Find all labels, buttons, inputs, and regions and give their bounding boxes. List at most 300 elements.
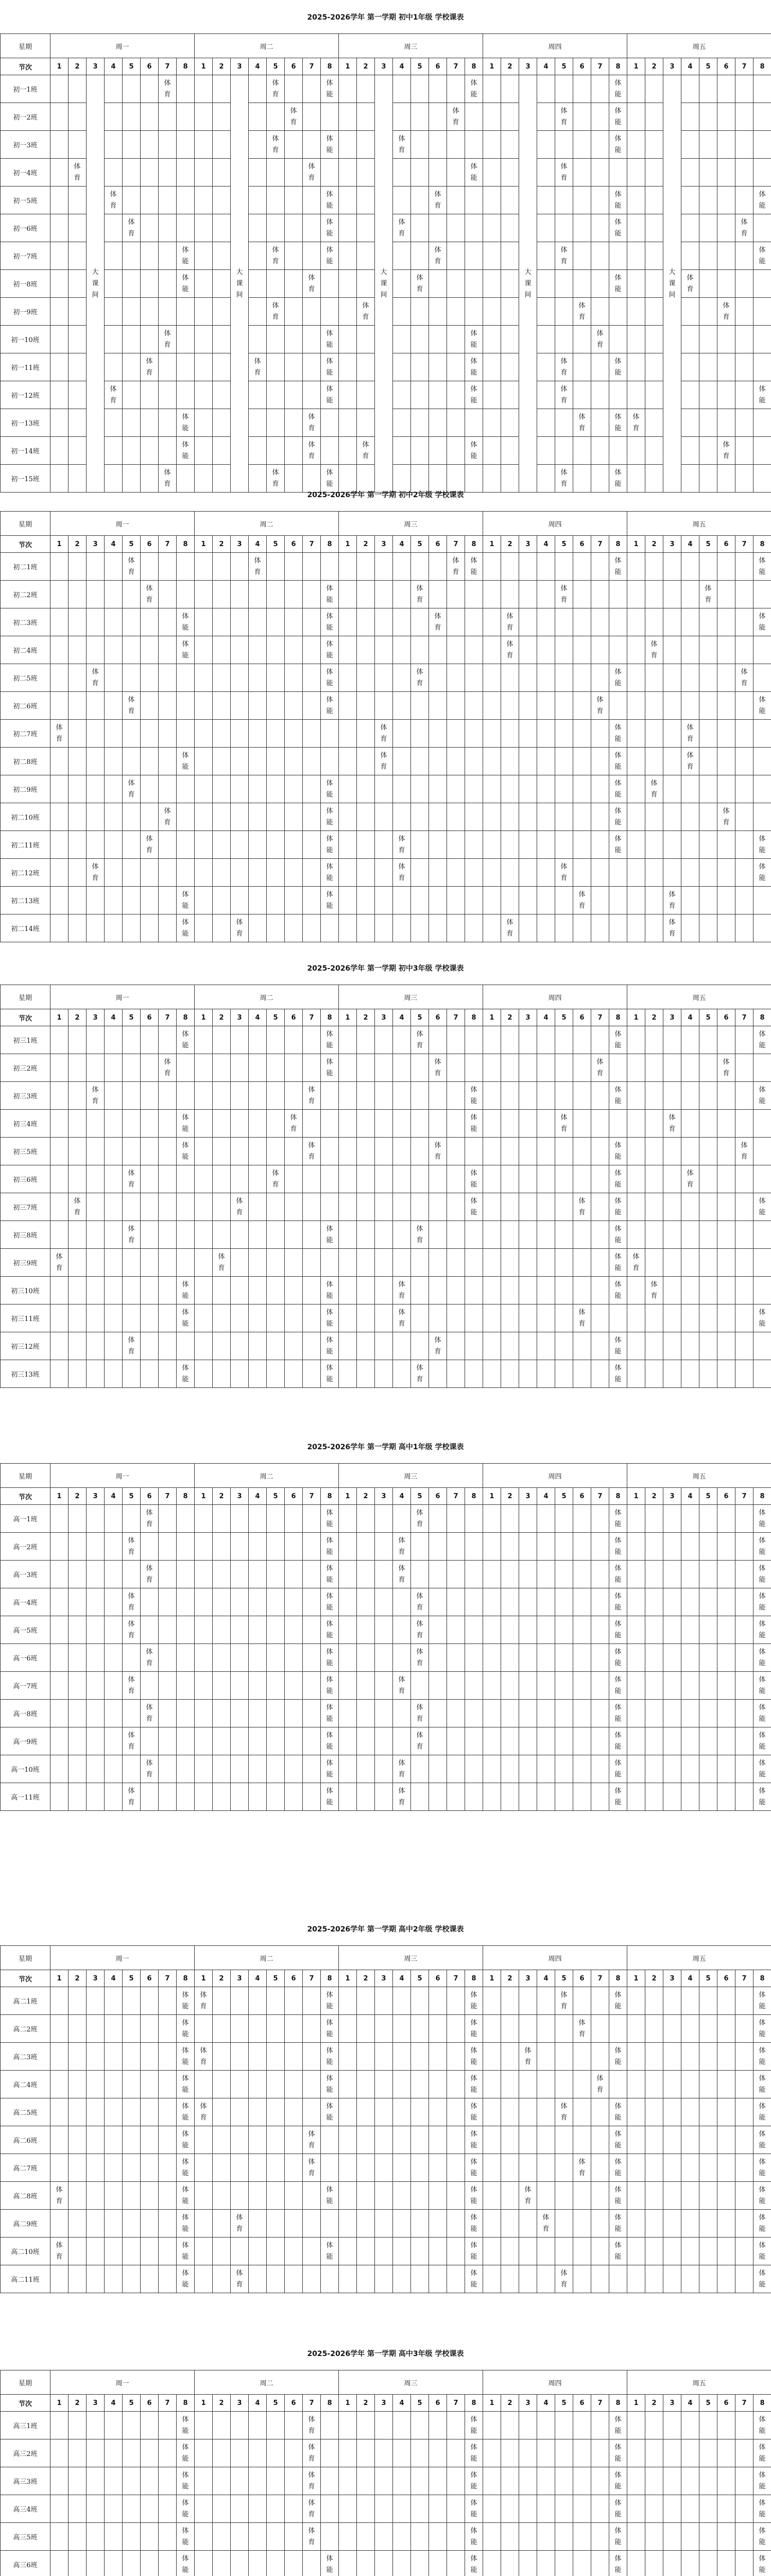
empty-cell [177,692,195,720]
empty-cell [753,887,771,914]
pe-fitness-label: 体能 [759,385,766,404]
pe-cell [195,2043,213,2071]
empty-cell [267,1987,285,2015]
pe-fitness-cell [321,1026,339,1054]
empty-cell [105,1616,123,1644]
empty-cell [357,1672,375,1700]
empty-cell [357,1561,375,1588]
period-number: 2 [213,1488,231,1505]
empty-cell [123,1026,141,1054]
empty-cell [537,1193,555,1221]
pe-fitness-label: 体能 [470,1991,477,2010]
empty-cell [195,1644,213,1672]
empty-cell [717,1165,735,1193]
empty-cell [555,2071,573,2098]
pe-label: 体育 [650,1280,658,1300]
empty-cell [645,720,663,748]
empty-cell [753,1249,771,1277]
empty-cell [501,1616,519,1644]
pe-cell [411,1588,429,1616]
empty-cell [393,1505,411,1533]
empty-cell [717,1221,735,1249]
empty-cell [375,2495,393,2523]
empty-cell [645,1616,663,1644]
empty-cell [303,326,321,353]
empty-cell [195,775,213,803]
pe-label: 体育 [560,2269,568,2289]
empty-cell [483,103,501,131]
empty-cell [735,381,753,409]
timetable-title: 2025-2026学年 第一学期 高中3年级 学校课表 [307,2350,464,2358]
empty-cell [411,692,429,720]
pe-fitness-cell [321,75,339,103]
pe-label: 体育 [416,1731,423,1751]
empty-cell [87,1332,105,1360]
empty-cell [267,2551,285,2576]
pe-fitness-cell [465,2098,483,2126]
empty-cell [429,636,447,664]
empty-cell [591,103,609,131]
empty-cell [699,748,717,775]
empty-cell [123,2495,141,2523]
empty-cell [627,1987,645,2015]
empty-cell [249,75,267,103]
empty-cell [663,1783,681,1811]
empty-cell [483,2265,501,2293]
empty-cell [645,326,663,353]
empty-cell [591,2154,609,2182]
pe-fitness-cell [465,2439,483,2467]
empty-cell [285,581,303,608]
empty-cell [177,553,195,581]
empty-cell [627,103,645,131]
empty-cell [303,2071,321,2098]
empty-cell [537,75,555,103]
empty-cell [159,1165,177,1193]
empty-cell [447,1165,465,1193]
pe-fitness-label: 体能 [470,2471,477,2490]
pe-fitness-label: 体能 [326,807,333,826]
pe-cell [645,636,663,664]
day-header: 周五 [627,34,771,58]
empty-cell [249,859,267,887]
empty-cell [249,2265,267,2293]
pe-cell [591,326,609,353]
empty-cell [483,803,501,831]
empty-cell [573,608,591,636]
empty-cell [339,2495,357,2523]
empty-cell [645,214,663,242]
pe-fitness-label: 体能 [326,2102,333,2122]
empty-cell [50,1110,68,1138]
pe-fitness-cell [609,409,627,437]
empty-cell [447,2043,465,2071]
empty-cell [573,1360,591,1388]
empty-cell [429,1082,447,1110]
empty-cell [735,1054,753,1082]
empty-cell [195,1277,213,1304]
empty-cell [645,1672,663,1700]
empty-cell [717,1755,735,1783]
period-number: 4 [393,1009,411,1026]
empty-cell [735,1277,753,1304]
pe-label: 体育 [110,385,117,404]
empty-cell [699,1987,717,2015]
period-number: 3 [519,1009,537,1026]
class-row [1,75,771,103]
empty-cell [159,1588,177,1616]
pe-label: 体育 [128,1620,135,1639]
empty-cell [429,270,447,298]
empty-cell [627,353,645,381]
empty-cell [717,664,735,692]
empty-cell [105,1360,123,1388]
class-name: 初一3班 [1,131,50,159]
pe-fitness-label: 体能 [470,1113,477,1133]
empty-cell [429,2439,447,2467]
empty-cell [213,103,231,131]
empty-cell [177,381,195,409]
empty-cell [735,131,753,159]
empty-cell [249,131,267,159]
pe-cell [393,831,411,859]
empty-cell [249,636,267,664]
pe-fitness-label: 体能 [759,2241,766,2261]
empty-cell [573,381,591,409]
empty-cell [249,1082,267,1110]
pe-cell [231,1193,249,1221]
empty-cell [663,692,681,720]
empty-cell [50,326,68,353]
empty-cell [591,298,609,326]
empty-cell [501,298,519,326]
empty-cell [483,2043,501,2071]
period-row [1,1009,771,1026]
class-row [1,2154,771,2182]
empty-cell [753,636,771,664]
empty-cell [141,2265,159,2293]
empty-cell [68,2412,87,2439]
empty-cell [267,1644,285,1672]
empty-cell [627,553,645,581]
pe-fitness-label: 体能 [326,1536,333,1556]
empty-cell [465,803,483,831]
empty-cell [50,409,68,437]
empty-cell [663,2523,681,2551]
period-number: 2 [501,1488,519,1505]
empty-cell [483,720,501,748]
period-number: 8 [465,2395,483,2412]
pe-cell [537,2210,555,2238]
pe-fitness-cell [321,326,339,353]
period-number: 6 [717,1009,735,1026]
empty-cell [699,2467,717,2495]
pe-label: 体育 [398,1675,405,1695]
empty-cell [555,1783,573,1811]
period-number: 5 [123,1970,141,1987]
empty-cell [68,775,87,803]
empty-cell [213,775,231,803]
period-number: 5 [267,58,285,75]
empty-cell [753,75,771,103]
pe-cell [375,748,393,775]
empty-cell [465,1533,483,1561]
assembly-label: 大课间 [524,268,532,299]
empty-cell [483,748,501,775]
empty-cell [447,465,465,493]
empty-cell [717,775,735,803]
pe-fitness-label: 体能 [759,1564,766,1584]
empty-cell [123,1193,141,1221]
empty-cell [447,2071,465,2098]
empty-cell [50,581,68,608]
empty-cell [285,1700,303,1727]
period-number: 5 [699,536,717,553]
period-number: 2 [68,1009,87,1026]
empty-cell [483,2238,501,2265]
empty-cell [123,831,141,859]
empty-cell [393,1110,411,1138]
empty-cell [429,859,447,887]
empty-cell [285,1987,303,2015]
pe-fitness-cell [465,1110,483,1138]
pe-label: 体育 [398,862,405,882]
empty-cell [285,214,303,242]
empty-cell [231,1533,249,1561]
assembly-label: 大课间 [380,268,387,299]
day-header: 周一 [50,2370,195,2395]
empty-cell [213,2265,231,2293]
empty-cell [753,1138,771,1165]
pe-fitness-label: 体能 [614,668,622,687]
empty-cell [50,437,68,465]
empty-cell [591,1360,609,1388]
assembly-cell [375,75,393,493]
empty-cell [555,2015,573,2043]
empty-cell [195,1304,213,1332]
period-number: 7 [303,58,321,75]
empty-cell [483,1304,501,1332]
empty-cell [699,2412,717,2439]
period-number: 3 [231,1009,249,1026]
empty-cell [357,242,375,270]
empty-cell [87,1561,105,1588]
empty-cell [429,2265,447,2293]
empty-cell [195,664,213,692]
empty-cell [213,1138,231,1165]
empty-cell [231,1987,249,2015]
empty-cell [213,1026,231,1054]
empty-cell [465,270,483,298]
pe-label: 体育 [669,1113,676,1133]
class-row [1,1616,771,1644]
period-header: 节次 [1,1970,50,1987]
empty-cell [519,803,537,831]
pe-fitness-cell [465,2182,483,2210]
empty-cell [429,1304,447,1332]
empty-cell [627,692,645,720]
pe-fitness-label: 体能 [614,2046,622,2066]
pe-cell [411,581,429,608]
empty-cell [87,914,105,942]
empty-cell [609,887,627,914]
empty-cell [249,914,267,942]
empty-cell [105,553,123,581]
empty-cell [483,1110,501,1138]
pe-fitness-label: 体能 [759,1509,766,1528]
empty-cell [411,1193,429,1221]
empty-cell [321,2523,339,2551]
empty-cell [141,2154,159,2182]
empty-cell [717,914,735,942]
empty-cell [627,2182,645,2210]
empty-cell [555,692,573,720]
pe-fitness-cell [609,353,627,381]
empty-cell [159,1332,177,1360]
empty-cell [339,2154,357,2182]
pe-fitness-cell [177,2182,195,2210]
period-number: 1 [195,1970,213,1987]
empty-cell [195,1082,213,1110]
empty-cell [465,1505,483,1533]
period-header: 节次 [1,1488,50,1505]
empty-cell [717,2098,735,2126]
pe-label: 体育 [236,2213,243,2233]
empty-cell [627,2551,645,2576]
empty-cell [717,553,735,581]
empty-cell [717,270,735,298]
empty-cell [339,381,357,409]
class-row [1,581,771,608]
header-row [1,985,771,1009]
empty-cell [213,2439,231,2467]
empty-cell [663,664,681,692]
empty-cell [645,2071,663,2098]
empty-cell [591,803,609,831]
empty-cell [429,2551,447,2576]
pe-fitness-label: 体能 [614,2158,622,2177]
period-number: 1 [50,58,68,75]
empty-cell [141,664,159,692]
empty-cell [447,2182,465,2210]
empty-cell [105,2126,123,2154]
pe-fitness-cell [753,1644,771,1672]
class-row [1,2412,771,2439]
pe-cell [141,1700,159,1727]
pe-cell [555,353,573,381]
day-header: 周五 [627,512,771,536]
period-number: 5 [555,1970,573,1987]
empty-cell [447,1644,465,1672]
period-number: 1 [50,1970,68,1987]
empty-cell [681,242,699,270]
empty-cell [231,1561,249,1588]
empty-cell [249,2467,267,2495]
empty-cell [411,2182,429,2210]
empty-cell [393,1700,411,1727]
pe-label: 体育 [128,1675,135,1695]
empty-cell [609,242,627,270]
empty-cell [717,748,735,775]
empty-cell [429,2238,447,2265]
empty-cell [50,1054,68,1082]
period-number: 1 [627,1488,645,1505]
empty-cell [321,1082,339,1110]
pe-label: 体育 [416,274,423,293]
empty-cell [519,1987,537,2015]
empty-cell [249,1616,267,1644]
period-number: 6 [141,1009,159,1026]
empty-cell [267,859,285,887]
empty-cell [249,1727,267,1755]
empty-cell [141,75,159,103]
pe-cell [357,298,375,326]
empty-cell [573,1987,591,2015]
empty-cell [105,131,123,159]
empty-cell [699,1505,717,1533]
empty-cell [591,465,609,493]
empty-cell [231,1360,249,1388]
empty-cell [68,270,87,298]
pe-label: 体育 [128,1731,135,1751]
header-row [1,1946,771,1970]
empty-cell [303,581,321,608]
empty-cell [393,2154,411,2182]
empty-cell [717,2467,735,2495]
pe-cell [159,803,177,831]
pe-fitness-cell [609,1755,627,1783]
empty-cell [591,636,609,664]
pe-fitness-cell [609,103,627,131]
empty-cell [231,2467,249,2495]
empty-cell [735,636,753,664]
empty-cell [411,636,429,664]
empty-cell [411,187,429,214]
header-row [1,34,771,58]
pe-fitness-cell [609,1533,627,1561]
pe-cell [681,720,699,748]
empty-cell [123,1644,141,1672]
empty-cell [753,103,771,131]
empty-cell [285,437,303,465]
empty-cell [249,2154,267,2182]
empty-cell [249,2551,267,2576]
pe-fitness-label: 体能 [470,440,477,460]
empty-cell [50,887,68,914]
pe-cell [627,409,645,437]
pe-fitness-cell [753,2043,771,2071]
class-name: 初二1班 [1,553,50,581]
empty-cell [483,1644,501,1672]
pe-fitness-cell [609,1727,627,1755]
class-row [1,2238,771,2265]
empty-cell [285,692,303,720]
empty-cell [537,664,555,692]
empty-cell [735,859,753,887]
empty-cell [411,353,429,381]
empty-cell [249,2182,267,2210]
pe-fitness-label: 体能 [182,2471,189,2490]
empty-cell [213,1277,231,1304]
pe-label: 体育 [146,1703,153,1723]
empty-cell [105,1304,123,1332]
empty-cell [555,2238,573,2265]
pe-label: 体育 [272,134,279,154]
empty-cell [519,1672,537,1700]
empty-cell [573,2523,591,2551]
empty-cell [303,1561,321,1588]
pe-fitness-label: 体能 [614,2213,622,2233]
